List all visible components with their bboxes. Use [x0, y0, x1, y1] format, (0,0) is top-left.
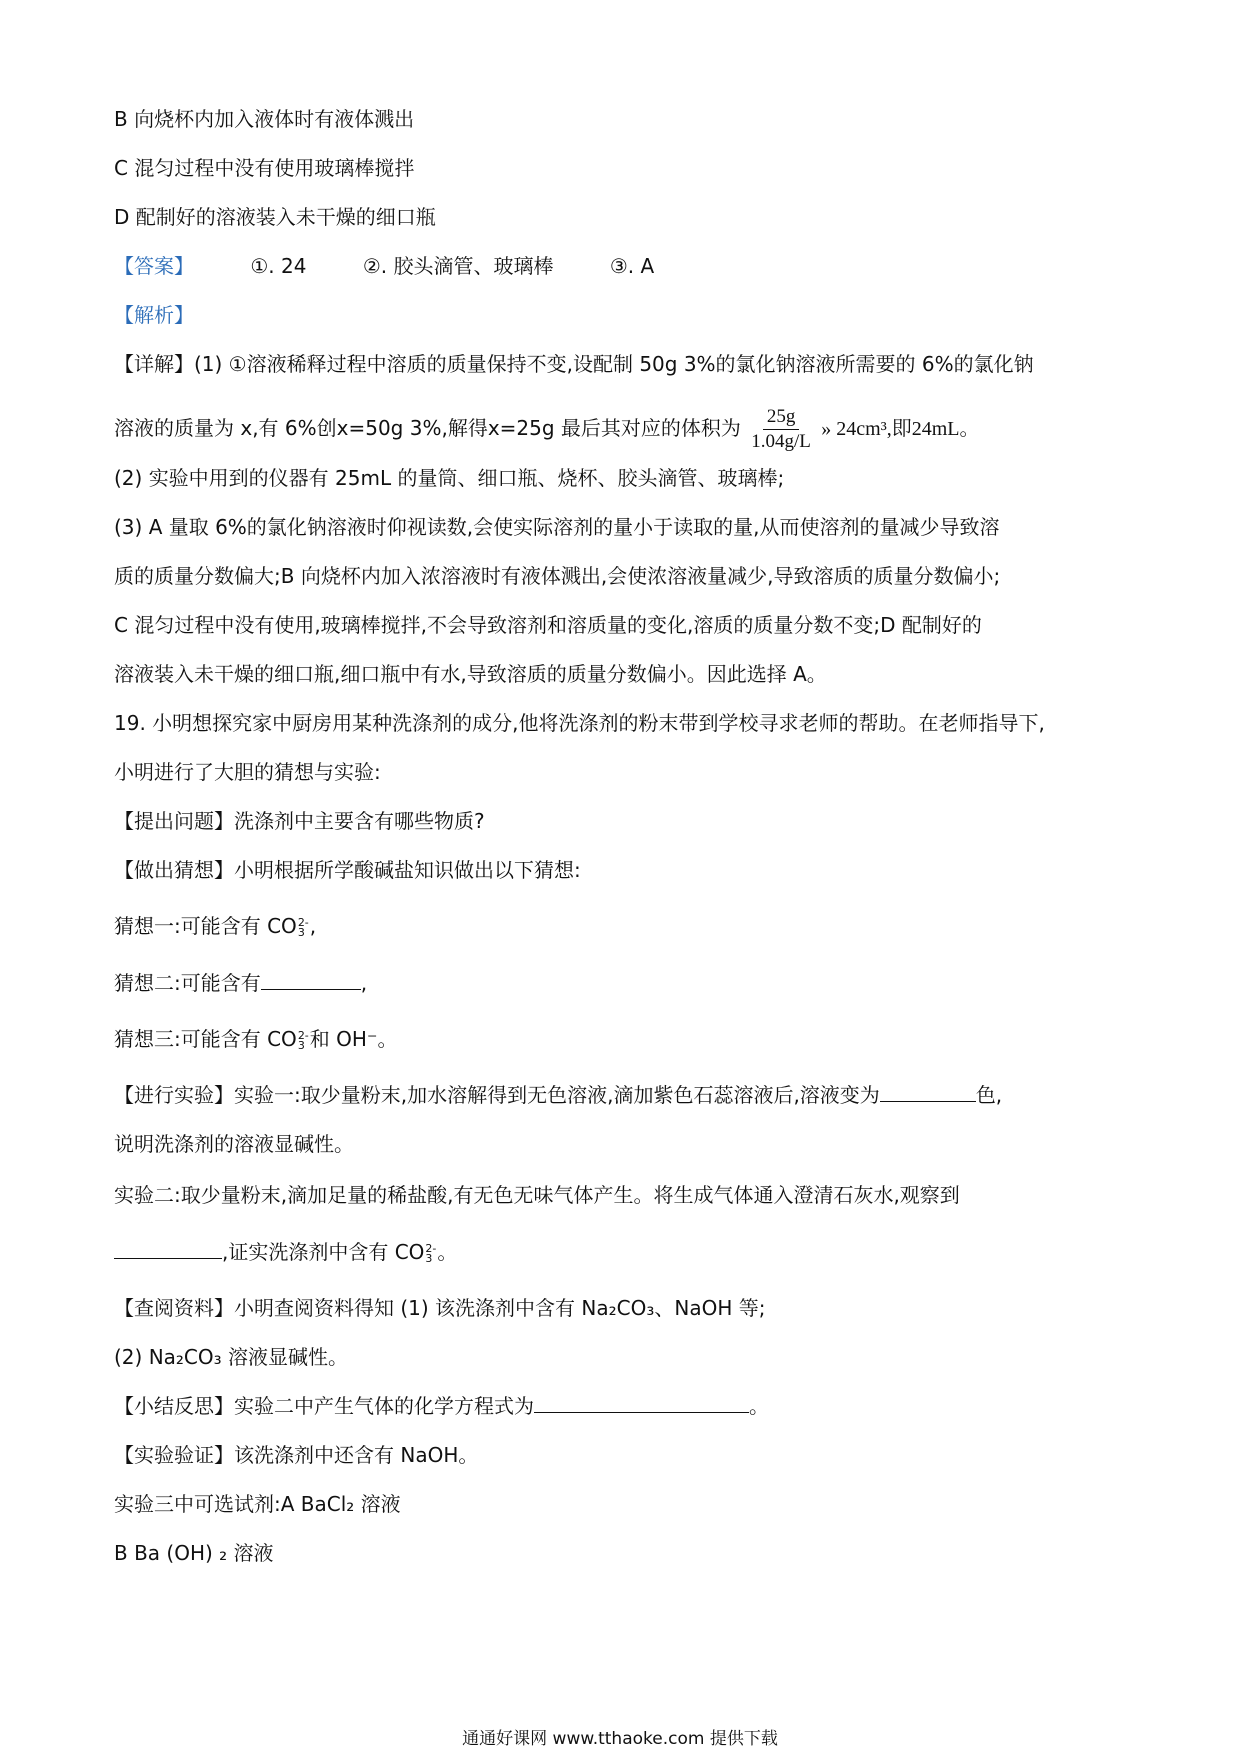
make-hypothesis: 【做出猜想】小明根据所学酸碱盐知识做出以下猜想: [114, 858, 581, 882]
experiment-2-line-2 [114, 1237, 457, 1268]
volume-fraction [751, 405, 811, 454]
guess-3 [114, 1024, 397, 1055]
fraction-numerator: 25g [763, 405, 800, 430]
detail-line-5: 质的质量分数偏大;B 向烧杯内加入浓溶液时有液体溅出,会使浓溶液量减少,导致溶质的质量分数偏小; [114, 564, 1001, 588]
carbonate-charge [425, 1241, 437, 1265]
observation-blank[interactable] [114, 1238, 222, 1259]
experiment-1-text: 【进行实验】实验一:取少量粉末,加水溶解得到无色溶液,滴加紫色石蕊溶液后,溶液变为 [114, 1083, 880, 1107]
guess-3-end: 和 OH⁻。 [309, 1027, 398, 1051]
verification: 【实验验证】该洗涤剂中还含有 NaOH。 [114, 1443, 479, 1467]
guess-1 [114, 911, 316, 942]
equation-blank[interactable] [534, 1392, 749, 1413]
carbonate-charge [297, 915, 309, 939]
charge-bottom: 3 [297, 925, 305, 939]
reference-1: 【查阅资料】小明查阅资料得知 (1) 该洗涤剂中含有 Na₂CO₃、NaOH 等; [114, 1296, 766, 1320]
guess-2 [114, 968, 367, 998]
question-19-line-2: 小明进行了大胆的猜想与实验: [114, 760, 381, 784]
summary [114, 1391, 769, 1421]
experiment-1-end: 色, [975, 1083, 1003, 1107]
experiment-1 [114, 1080, 1002, 1110]
experiment-2-text: ,证实洗涤剂中含有 CO [222, 1240, 425, 1264]
summary-text: 【小结反思】实验二中产生气体的化学方程式为 [114, 1394, 534, 1418]
detail-line-2 [114, 405, 979, 454]
guess-1-end: , [309, 914, 317, 938]
experiment-2-end: 。 [437, 1240, 458, 1264]
detail-line-2-text: 溶液的质量为 x,有 6%创x=50g 3%,解得x=25g 最后其对应的体积为 [114, 416, 741, 440]
guess-2-blank[interactable] [261, 969, 361, 990]
charge-bottom: 3 [297, 1038, 305, 1052]
question-19-line-1: 19. 小明想探究家中厨房用某种洗涤剂的成分,他将洗涤剂的粉末带到学校寻求老师的帮助。在老师指导下, [114, 711, 1045, 735]
experiment-1-line-2: 说明洗涤剂的溶液显碱性。 [114, 1132, 354, 1156]
option-d: D 配制好的溶液装入未干燥的细口瓶 [114, 205, 436, 229]
answer-3: ③. A [609, 254, 655, 278]
guess-2-text: 猜想二:可能含有 [114, 971, 261, 995]
answer-line [114, 251, 654, 281]
charge-bottom: 3 [425, 1251, 433, 1265]
answer-1: ①. 24 [250, 254, 307, 278]
detail-line-4: (3) A 量取 6%的氯化钠溶液时仰视读数,会使实际溶剂的量小于读取的量,从而使溶剂的量减少导致溶 [114, 515, 1000, 539]
reagent-a: 实验三中可选试剂:A BaCl₂ 溶液 [114, 1492, 401, 1516]
charge-top: 2- [297, 915, 309, 929]
guess-3-text: 猜想三:可能含有 CO [114, 1027, 297, 1051]
guess-2-end: , [360, 971, 368, 995]
analysis-tag: 【解析】 [114, 303, 194, 327]
raise-question: 【提出问题】洗涤剂中主要含有哪些物质? [114, 809, 485, 833]
reference-2: (2) Na₂CO₃ 溶液显碱性。 [114, 1345, 349, 1369]
summary-end: 。 [749, 1394, 769, 1418]
charge-top: 2- [297, 1028, 309, 1042]
detail-line-3: (2) 实验中用到的仪器有 25mL 的量筒、细口瓶、烧杯、胶头滴管、玻璃棒; [114, 466, 785, 490]
option-b: B 向烧杯内加入液体时有液体溅出 [114, 107, 415, 131]
color-blank[interactable] [880, 1081, 976, 1102]
option-c: C 混匀过程中没有使用玻璃棒搅拌 [114, 156, 415, 180]
detail-line-7: 溶液装入未干燥的细口瓶,细口瓶中有水,导致溶质的质量分数偏小。因此选择 A。 [114, 662, 827, 686]
fraction-denominator: 1.04g/L [751, 431, 811, 452]
detail-line-6: C 混匀过程中没有使用,玻璃棒搅拌,不会导致溶剂和溶质量的变化,溶质的质量分数不变;D 配制好的 [114, 613, 982, 637]
answer-tag: 【答案】 [114, 254, 194, 278]
answer-2: ②. 胶头滴管、玻璃棒 [362, 254, 554, 278]
charge-top: 2- [425, 1241, 437, 1255]
detail-line-1: 【详解】(1) ①溶液稀释过程中溶质的质量保持不变,设配制 50g 3%的氯化钠溶液所需要的 6%的氯化钠 [114, 352, 1034, 376]
footer: 通通好课网 www.tthaoke.com 提供下载 [462, 1729, 778, 1749]
experiment-2: 实验二:取少量粉末,滴加足量的稀盐酸,有无色无味气体产生。将生成气体通入澄清石灰水,观察到 [114, 1183, 960, 1207]
detail-line-2-result: » 24cm³,即24mL。 [821, 418, 980, 440]
reagent-b: B Ba (OH) ₂ 溶液 [114, 1541, 274, 1565]
guess-1-text: 猜想一:可能含有 CO [114, 914, 297, 938]
carbonate-charge [297, 1028, 309, 1052]
